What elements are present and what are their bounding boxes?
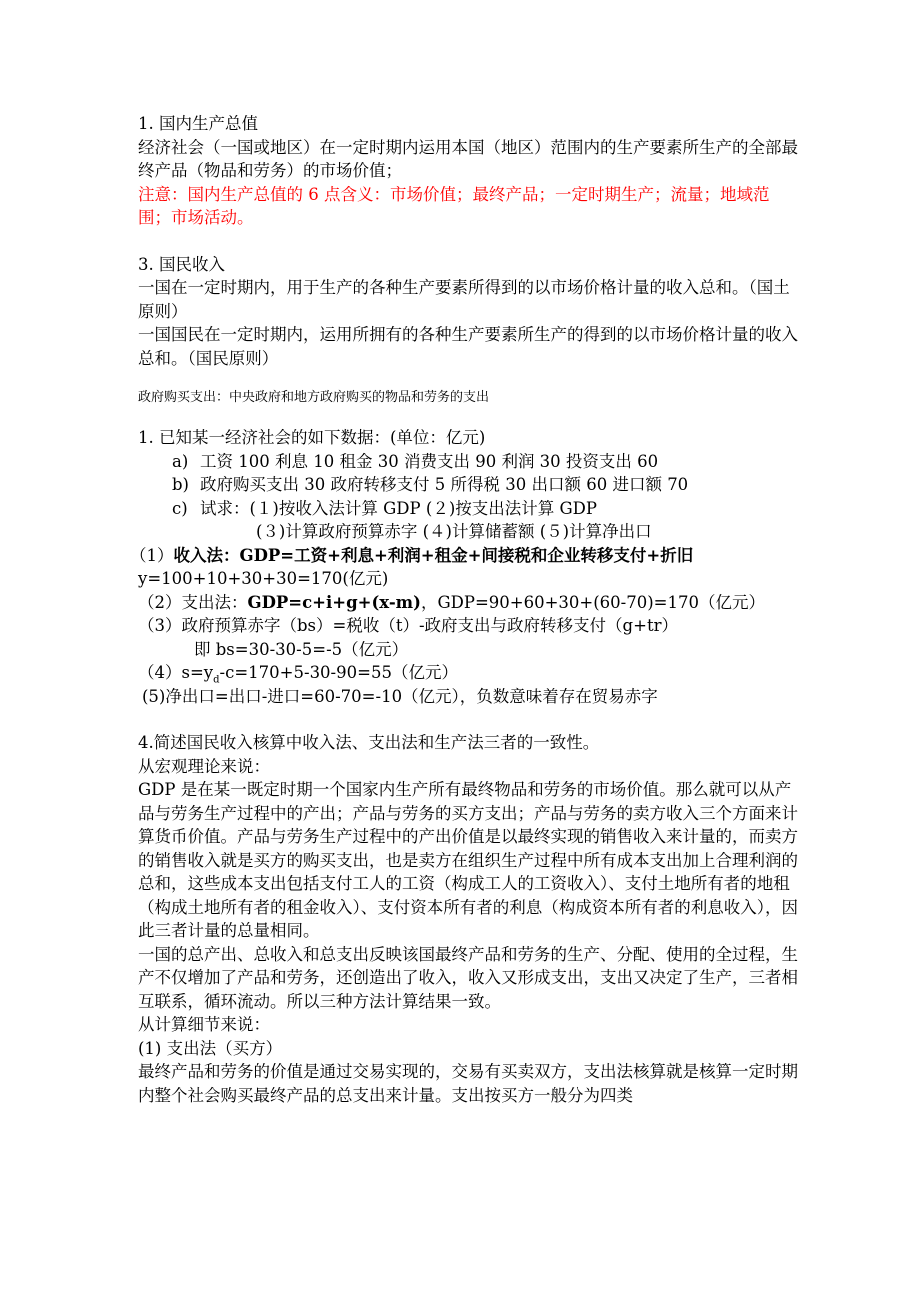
gov-purchase-definition: 政府购买支出：中央政府和地方政府购买的物品和劳务的支出: [138, 390, 490, 405]
solution-2: [138, 591, 798, 615]
item-text: 政府购买支出 30 政府转移支付 5 所得税 30 出口额 60 进口额 70: [200, 475, 689, 494]
sec4-paragraph-2: 一国的总产出、总收入和总支出反映该国最终产品和劳务的生产、分配、使用的全过程，生产不仅增加了产品和劳务，还创造出了收入，收入又形成支出，支出又决定了生产，三者相互联系，循环流动。所以三种方法计算结果一致。: [138, 944, 798, 1011]
item-text: 试求：(１)按收入法计算 GDP (２)按支出法计算 GDP: [200, 498, 598, 518]
solution-1: [130, 544, 798, 568]
solution-4: [138, 661, 798, 685]
solution-2-prefix: （2）支出法：: [138, 592, 248, 612]
solution-2-formula: GDP=c+i+g+(x-m): [247, 592, 421, 612]
solution-4-a: （4）s=y: [138, 663, 214, 682]
sec1-definition: 经济社会（一国或地区）在一定时期内运用本国（地区）范围内的生产要素所生产的全部最终产品（物品和劳务）的市场价值；: [138, 137, 798, 180]
problem-item-c: [138, 497, 798, 521]
document-page: [130, 112, 798, 1107]
sec3-definition-territory: 一国在一定时期内，用于生产的各种生产要素所得到的以市场价格计量的收入总和。（国土原则）: [138, 278, 790, 321]
sec4-macro-heading: 从宏观理论来说：: [138, 756, 270, 776]
solution-4-subscript: d: [213, 674, 220, 686]
solution-1-prefix: （1）: [130, 545, 174, 565]
solution-3: （3）政府预算赤字（bs）=税收（t）-政府支出与政府转移支付（g+tr）: [138, 616, 678, 635]
solution-5: (5)净出口=出口-进口=60-70=-10（亿元），负数意味着存在贸易赤字: [142, 686, 658, 706]
item-tag: b): [172, 475, 189, 494]
item-tag: c): [172, 498, 188, 518]
item-tag: a): [172, 451, 189, 471]
sec4-expenditure-heading: (1) 支出法（买方）: [138, 1038, 283, 1058]
problem-item-c-cont: (３)计算政府预算赤字 (４)计算储蓄额 (５)计算净出口: [256, 522, 652, 541]
problem-heading: 1. 已知某一经济社会的如下数据：(单位：亿元): [138, 428, 486, 447]
problem-item-a: [138, 450, 798, 474]
sec3-heading: 3. 国民收入: [138, 254, 225, 274]
sec4-heading: 4.简述国民收入核算中收入法、支出法和生产法三者的一致性。: [138, 733, 600, 752]
item-text: 工资 100 利息 10 租金 30 消费支出 90 利润 30 投资支出 60: [200, 451, 659, 471]
sec1-heading: 1. 国内生产总值: [138, 114, 258, 133]
solution-4-b: -c=170+5-30-90=55（亿元）: [219, 663, 458, 682]
solution-1-calc: y=100+10+30+30=170(亿元): [138, 569, 389, 588]
solution-2-calc: ，GDP=90+60+30+(60-70)=170（亿元）: [420, 592, 765, 612]
sec3-definition-national: 一国国民在一定时期内，运用所拥有的各种生产要素所生产的得到的以市场价格计量的收入总和。（国民原则）: [138, 325, 798, 368]
sec1-note: 注意：国内生产总值的 6 点含义：市场价值；最终产品；一定时期生产；流量；地域范围；市场活动。: [138, 184, 770, 227]
sec4-paragraph-3: 最终产品和劳务的价值是通过交易实现的，交易有买卖双方，支出法核算就是核算一定时期内整个社会购买最终产品的总支出来计量。支出按买方一般分为四类: [138, 1062, 798, 1105]
solution-1-formula: 收入法：GDP=工资+利息+利润+租金+间接税和企业转移支付+折旧: [173, 545, 694, 565]
solution-3-calc: 即 bs=30-30-5=-5（亿元）: [194, 639, 409, 659]
sec4-detail-heading: 从计算细节来说：: [138, 1015, 270, 1034]
problem-item-b: [138, 473, 798, 497]
sec4-paragraph-1: GDP 是在某一既定时期一个国家内生产所有最终物品和劳务的市场价值。那么就可以从产品与劳务生产过程中的产出；产品与劳务的买方支出；产品与劳务的卖方收入三个方面来计算货币价值。产品与劳务生产过程中的产出价值是以最终实现的销售收入来计量的，而卖方的销售收入就是买方的购买支出，也是卖方在组织生产过程中所有成本支出加上合理利润的总和，这些成本支出包括支付工人的工资（构成工人的工资收入）、支付土地所有者的地租（构成土地所有者的租金收入）、支付资本所有者的利息（构成资本所有者的利息收入），因此三者计量的总量相同。: [138, 780, 798, 940]
